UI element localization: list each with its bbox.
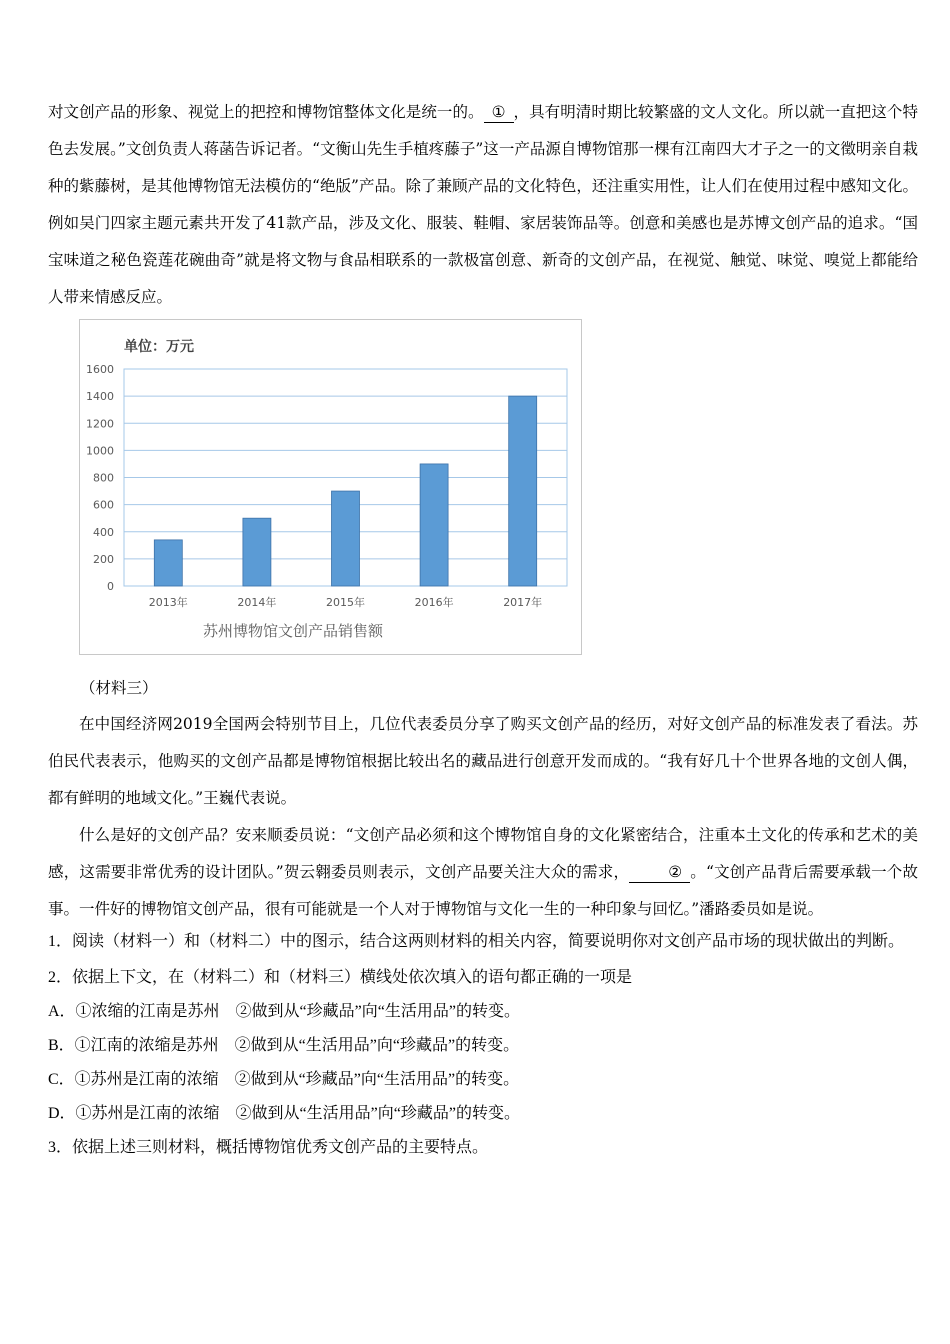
x-tick-label: 2016年 <box>414 596 454 609</box>
text-span: 。“文创产品背后需要承载一个故事。一件好的博物馆文创产品，很有可能就是一个人对于博物馆与文化一生的一种印象与回忆。”潘路委员如是说。 <box>48 863 918 918</box>
blank-2: ② <box>629 862 690 883</box>
y-tick-label: 0 <box>107 580 114 593</box>
x-tick-label: 2014年 <box>237 596 277 609</box>
option-c: C．①苏州是江南的浓缩 ②做到从“珍藏品”向“生活用品”的转变。 <box>48 1071 520 1088</box>
y-tick-label: 800 <box>93 471 114 485</box>
y-tick-label: 1600 <box>86 363 114 376</box>
bar-2013年 <box>154 540 182 586</box>
y-tick-label: 1400 <box>86 390 114 404</box>
material3-label: （材料三） <box>80 679 158 697</box>
bar-2015年 <box>332 491 360 586</box>
x-tick-label: 2015年 <box>326 596 365 609</box>
question-2: 2．依据上下文，在（材料二）和（材料三）横线处依次填入的语句都正确的一项是 <box>48 969 633 986</box>
material3-paragraph-2 <box>48 817 918 928</box>
chart-bars <box>149 396 542 609</box>
y-tick-label: 200 <box>93 552 114 566</box>
text-span: ，具有明清时期比较繁盛的文人文化。所以就一直把这个特色去发展。”文创负责人蒋菡告诉记者。“文衡山先生手植疼藤子”这一产品源自博物馆那一棵有江南四大才子之一的文徵明亲自栽种的紫藤树，是其他博物馆无法模仿的“绝版”产品。除了兼顾产品的文化特色，还注重实用性，让人们在使用过程中感知文化。例如吴门四家主题元素共开发了41款产品，涉及文化、服装、鞋帽、家居装饰品等。创意和美感也是苏博文创产品的追求。“国宝味道之秘色瓷莲花碗曲奇”就是将文物与食品相联系的一款极富创意、新奇的文创产品，在视觉、触觉、味觉、嗅觉上都能给人带来情感反应。 <box>48 103 918 306</box>
chart-unit-label: 单位：万元 <box>124 339 194 355</box>
text-span: 对文创产品的形象、视觉上的把控和博物馆整体文化是统一的。 <box>48 103 484 121</box>
x-tick-label: 2017年 <box>503 596 543 609</box>
material3-paragraph-1: 在中国经济网2019全国两会特别节目上，几位代表委员分享了购买文创产品的经历，对好文创产品的标准发表了看法。苏伯民代表表示，他购买的文创产品都是博物馆根据比较出名的藏品进行创意开发而成的。“我有好几十个世界各地的文创人偶，都有鲜明的地域文化。”王巍代表说。 <box>48 715 918 807</box>
y-tick-label: 1200 <box>86 417 114 431</box>
chart-title: 苏州博物馆文创产品销售额 <box>202 622 384 640</box>
bar-2017年 <box>509 396 537 586</box>
sales-chart <box>79 319 582 655</box>
y-tick-label: 1000 <box>86 444 114 458</box>
option-a: A．①浓缩的江南是苏州 ②做到从“珍藏品”向“生活用品”的转变。 <box>48 1003 520 1020</box>
blank-1: ① <box>484 102 514 123</box>
question-3: 3．依据上述三则材料，概括博物馆优秀文创产品的主要特点。 <box>48 1139 489 1156</box>
option-d: D．①苏州是江南的浓缩 ②做到从“生活用品”向“珍藏品”的转变。 <box>48 1105 520 1122</box>
bar-2016年 <box>420 464 448 586</box>
bar-2014年 <box>243 518 271 586</box>
material3-and-questions <box>48 706 918 1165</box>
y-tick-label: 400 <box>93 525 114 539</box>
option-b: B．①江南的浓缩是苏州 ②做到从“生活用品”向“珍藏品”的转变。 <box>48 1037 520 1054</box>
material2-paragraph <box>48 94 918 316</box>
chart-svg <box>80 320 581 654</box>
y-tick-label: 600 <box>93 498 114 512</box>
material2-text <box>48 94 918 316</box>
x-tick-label: 2013年 <box>148 596 188 609</box>
text-span: 什么是好的文创产品？安来顺委员说：“文创产品必须和这个博物馆自身的文化紧密结合，注重本土文化的传承和艺术的美感，这需要非常优秀的设计团队。”贺云翱委员则表示，文创产品要关注大众的需求， <box>48 826 918 881</box>
question-1: 1．阅读（材料一）和（材料二）中的图示，结合这两则材料的相关内容，简要说明你对文创产品市场的现状做出的判断。 <box>48 933 905 950</box>
